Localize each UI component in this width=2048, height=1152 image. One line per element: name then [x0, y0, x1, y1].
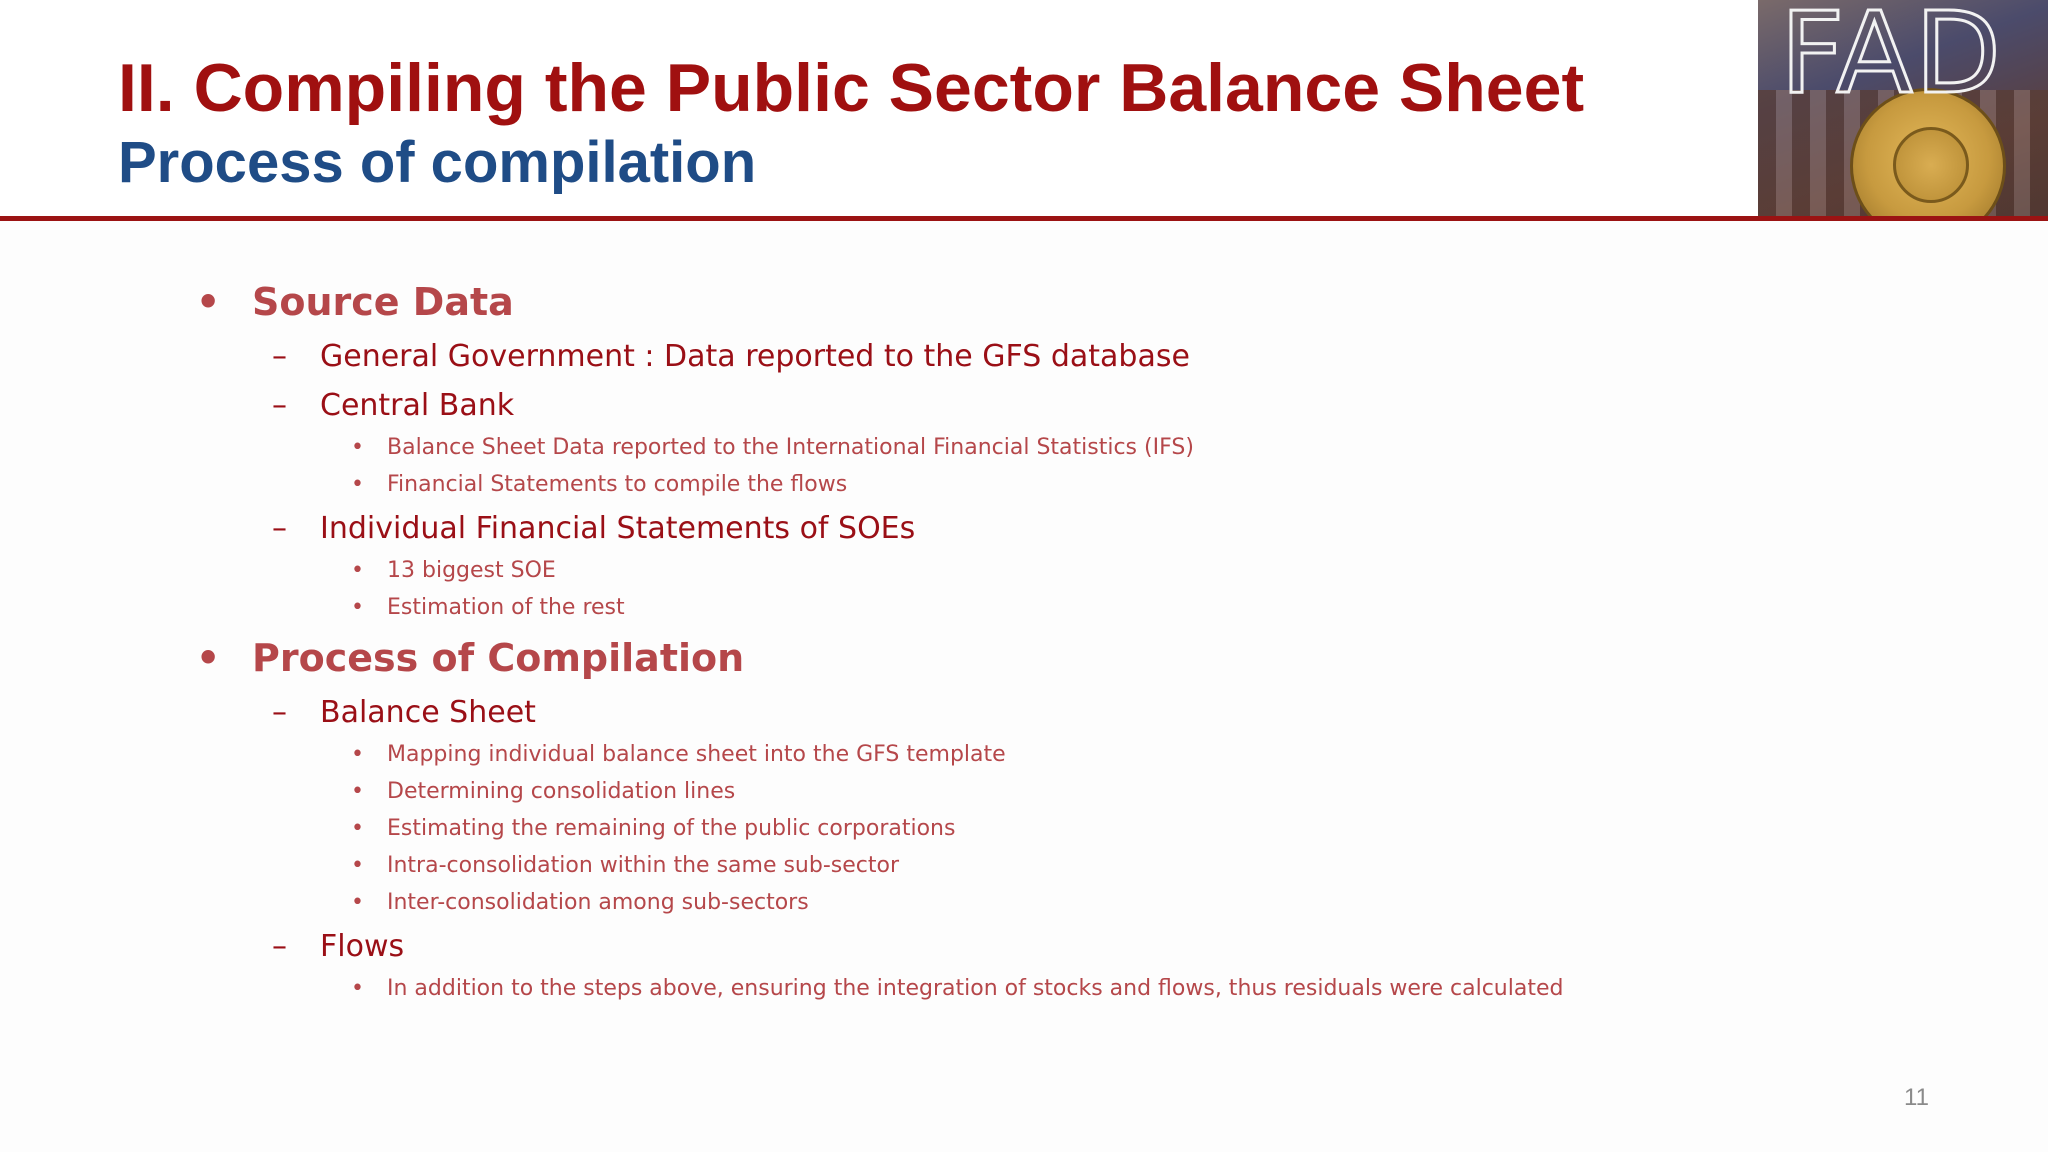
list-item-text: Determining consolidation lines	[387, 779, 736, 804]
list-item	[351, 888, 809, 918]
subbullet-general-government	[272, 338, 1190, 376]
list-item-text: Mapping individual balance sheet into the GFS template	[387, 742, 1006, 767]
header-divider	[0, 216, 2048, 221]
dash-marker: –	[272, 695, 287, 730]
bullet-marker: •	[351, 558, 364, 583]
subbullet-balance-sheet	[272, 694, 536, 732]
slide-subtitle: Process of compilation	[118, 130, 757, 195]
list-item	[351, 593, 625, 623]
subbullet-label: Balance Sheet	[320, 695, 536, 730]
list-item-text: Intra-consolidation within the same sub-sector	[387, 853, 900, 878]
list-item	[351, 740, 1006, 770]
bullet-marker: •	[351, 472, 364, 497]
list-item-text: 13 biggest SOE	[387, 558, 556, 583]
bullet-marker: •	[351, 779, 364, 804]
dash-marker: –	[272, 339, 287, 374]
logo-text: FAD	[1780, 0, 2003, 119]
list-item	[351, 814, 956, 844]
bullet-process-of-compilation	[196, 636, 745, 680]
bullet-marker: •	[351, 853, 364, 878]
bullet-marker: •	[351, 976, 364, 1001]
bullet-source-data	[196, 280, 514, 324]
list-item	[351, 777, 736, 807]
subbullet-central-bank	[272, 387, 515, 425]
subbullet-soes	[272, 510, 916, 548]
bullet-marker: •	[196, 636, 221, 680]
list-item-text: Inter-consolidation among sub-sectors	[387, 890, 809, 915]
subbullet-label: Individual Financial Statements of SOEs	[320, 511, 916, 546]
slide-header	[0, 0, 2048, 218]
list-item-text: Balance Sheet Data reported to the International Financial Statistics (IFS)	[387, 435, 1194, 460]
subbullet-label: Central Bank	[320, 388, 515, 423]
bullet-marker: •	[196, 280, 221, 324]
list-item-text: In addition to the steps above, ensuring the integration of stocks and flows, thus residuals were calculated	[387, 976, 1564, 1001]
subbullet-label: Flows	[320, 929, 405, 964]
list-item	[351, 556, 556, 586]
list-item	[351, 433, 1194, 463]
dash-marker: –	[272, 388, 287, 423]
subbullet-flows	[272, 928, 405, 966]
list-item	[351, 974, 1564, 1004]
bullet-marker: •	[351, 816, 364, 841]
seal-globe-icon	[1893, 127, 1969, 203]
list-item-text: Estimation of the rest	[387, 595, 625, 620]
fad-logo	[1758, 0, 2048, 216]
dash-marker: –	[272, 929, 287, 964]
bullet-marker: •	[351, 435, 364, 460]
dash-marker: –	[272, 511, 287, 546]
list-item	[351, 851, 900, 881]
subbullet-label: General Government : Data reported to the GFS database	[320, 339, 1190, 374]
page-number: 11	[1904, 1084, 1929, 1111]
bullet-marker: •	[351, 595, 364, 620]
list-item	[351, 470, 848, 500]
bullet-label: Source Data	[252, 280, 514, 324]
slide-title: II. Compiling the Public Sector Balance Sheet	[118, 50, 1585, 126]
bullet-label: Process of Compilation	[252, 636, 745, 680]
list-item-text: Financial Statements to compile the flows	[387, 472, 848, 497]
list-item-text: Estimating the remaining of the public corporations	[387, 816, 956, 841]
bullet-marker: •	[351, 742, 364, 767]
bullet-marker: •	[351, 890, 364, 915]
